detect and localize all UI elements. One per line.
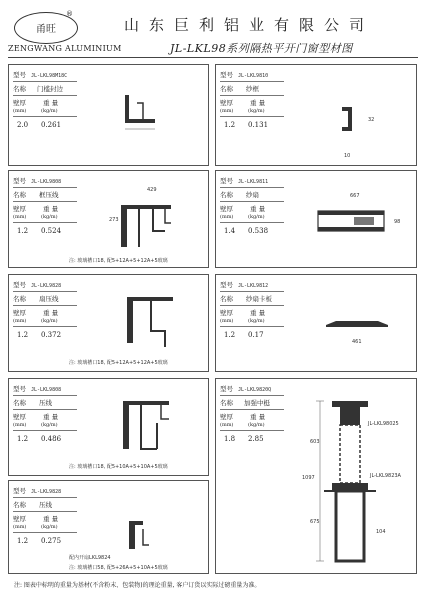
model-value: JL-LKL98M18C xyxy=(31,73,68,79)
weight-value: 0.261 xyxy=(41,121,62,129)
profile-panel-7 xyxy=(8,378,209,476)
profile-drawing xyxy=(119,515,159,555)
name-value: 门槛封边 xyxy=(37,85,63,93)
weight-unit: (kg/m) xyxy=(41,422,58,428)
model-label: 型号 xyxy=(220,71,233,79)
thickness-value: 1.2 xyxy=(17,331,29,339)
profile-note: 注: 玻璃槽口18, 配5+12A+5+12A+5玻璃 xyxy=(69,360,168,366)
model-value: JL-LKL9808 xyxy=(31,179,62,185)
model-value: JL-LKL9811 xyxy=(238,179,269,185)
divider xyxy=(13,326,77,327)
thickness-unit: (mm) xyxy=(13,214,27,220)
divider xyxy=(13,430,77,431)
name-label: 名称 xyxy=(13,191,26,199)
model-value: JL-LKL9812 xyxy=(238,283,269,289)
callout-upper: JL-LKL98025 xyxy=(368,421,399,427)
footer-note: 注: 图表中标明的重量为基材(不含粉末、包装物)的理论重量, 客户订货以实际过磅重量为准。 xyxy=(14,582,261,589)
weight-unit: (kg/m) xyxy=(248,108,265,114)
weight-value: 0.17 xyxy=(248,331,264,339)
weight-value: 0.486 xyxy=(41,435,62,443)
name-value: 扇压线 xyxy=(39,295,59,303)
divider xyxy=(13,81,77,82)
divider xyxy=(220,291,284,292)
name-value: 压线 xyxy=(39,501,52,509)
dim-height: 32 xyxy=(368,117,375,123)
callout-lower: JL-LKL9823A xyxy=(370,473,401,479)
divider xyxy=(220,395,284,396)
model-label: 型号 xyxy=(13,71,26,79)
dim-height: 98 xyxy=(394,219,401,225)
divider xyxy=(220,222,284,223)
weight-label: 重 量 xyxy=(250,205,266,213)
dim-width: 10 xyxy=(344,153,351,159)
thickness-value: 1.8 xyxy=(224,435,236,443)
thickness-unit: (mm) xyxy=(13,108,27,114)
model-label: 型号 xyxy=(13,177,26,185)
model-label: 型号 xyxy=(220,385,233,393)
profile-panel-2 xyxy=(215,64,417,166)
thickness-value: 2.0 xyxy=(17,121,29,129)
divider xyxy=(220,81,284,82)
weight-label: 重 量 xyxy=(250,99,266,107)
dim-lower: 675 xyxy=(310,519,320,525)
divider xyxy=(220,95,284,96)
profile-panel-4 xyxy=(215,170,417,268)
registered-mark: ® xyxy=(66,10,73,18)
name-label: 名称 xyxy=(220,399,233,407)
divider xyxy=(13,395,77,396)
dim-width: 667 xyxy=(350,193,360,199)
thickness-label: 壁厚 xyxy=(220,413,233,421)
profile-panel-5 xyxy=(8,274,209,372)
brand-name: ZENGWANG ALUMINIUM xyxy=(8,44,122,53)
divider xyxy=(13,305,77,306)
thickness-value: 1.2 xyxy=(224,331,236,339)
weight-value: 0.275 xyxy=(41,537,62,545)
dim-overall: 1097 xyxy=(302,475,315,481)
model-label: 型号 xyxy=(13,281,26,289)
header-divider xyxy=(8,57,418,58)
weight-label: 重 量 xyxy=(43,515,59,523)
divider xyxy=(13,201,77,202)
thickness-label: 壁厚 xyxy=(220,205,233,213)
model-label: 型号 xyxy=(13,487,26,495)
dim-width: 104 xyxy=(376,529,386,535)
weight-label: 重 量 xyxy=(43,413,59,421)
divider xyxy=(13,187,77,188)
weight-value: 0.372 xyxy=(41,331,62,339)
thickness-value: 1.2 xyxy=(224,121,236,129)
name-value: 加强中梃 xyxy=(244,399,270,407)
thickness-value: 1.2 xyxy=(17,435,29,443)
weight-unit: (kg/m) xyxy=(41,524,58,530)
weight-value: 0.538 xyxy=(248,227,269,235)
profile-panel-1 xyxy=(8,64,209,166)
profile-panel-6 xyxy=(215,274,417,372)
divider xyxy=(220,326,284,327)
thickness-unit: (mm) xyxy=(13,318,27,324)
name-value: 框压线 xyxy=(39,191,59,199)
model-value: JL-LKL9828 xyxy=(31,283,62,289)
thickness-unit: (mm) xyxy=(220,108,234,114)
model-value: JL-LKL9810 xyxy=(238,73,269,79)
divider xyxy=(13,291,77,292)
profile-drawing xyxy=(121,291,181,351)
divider xyxy=(220,187,284,188)
divider xyxy=(220,409,284,410)
profile-panel-3 xyxy=(8,170,209,268)
weight-unit: (kg/m) xyxy=(41,214,58,220)
thickness-unit: (mm) xyxy=(13,422,27,428)
profile-panel-9 xyxy=(8,480,209,574)
thickness-unit: (mm) xyxy=(220,214,234,220)
model-label: 型号 xyxy=(220,177,233,185)
model-value: JL-LKL9820Q xyxy=(238,387,272,393)
dim-upper: 603 xyxy=(310,439,320,445)
thickness-label: 壁厚 xyxy=(220,99,233,107)
weight-unit: (kg/m) xyxy=(248,422,265,428)
thickness-label: 壁厚 xyxy=(13,99,26,107)
weight-label: 重 量 xyxy=(250,413,266,421)
name-label: 名称 xyxy=(220,191,233,199)
thickness-label: 壁厚 xyxy=(13,205,26,213)
divider xyxy=(13,532,77,533)
weight-value: 0.524 xyxy=(41,227,62,235)
series-title: JL-LKL98系列隔热平开门窗型材图 xyxy=(170,42,353,55)
name-value: 压线 xyxy=(39,399,52,407)
name-label: 名称 xyxy=(13,85,26,93)
divider xyxy=(220,201,284,202)
weight-label: 重 量 xyxy=(43,309,59,317)
weight-label: 重 量 xyxy=(43,99,59,107)
divider xyxy=(13,497,77,498)
thickness-label: 壁厚 xyxy=(13,413,26,421)
name-label: 名称 xyxy=(13,501,26,509)
name-value: 纱扇 xyxy=(246,191,259,199)
divider xyxy=(220,430,284,431)
thickness-label: 壁厚 xyxy=(13,515,26,523)
profile-drawing xyxy=(314,203,394,239)
thickness-value: 1.4 xyxy=(224,227,236,235)
model-label: 型号 xyxy=(13,385,26,393)
profile-drawing xyxy=(119,93,159,133)
thickness-unit: (mm) xyxy=(13,524,27,530)
divider xyxy=(13,95,77,96)
divider xyxy=(220,116,284,117)
name-label: 名称 xyxy=(220,85,233,93)
divider xyxy=(13,116,77,117)
weight-label: 重 量 xyxy=(43,205,59,213)
weight-value: 2.85 xyxy=(248,435,264,443)
company-name: 山东巨利铝业有限公司 xyxy=(124,16,375,34)
profile-drawing xyxy=(113,191,183,251)
profile-note: 配内开扇LKL9824 注: 玻璃槽口58, 配5+26A+5+10A+5玻璃 xyxy=(69,555,168,571)
profile-drawing xyxy=(117,393,177,457)
name-label: 名称 xyxy=(220,295,233,303)
thickness-value: 1.2 xyxy=(17,227,29,235)
dim-width: 461 xyxy=(352,339,362,345)
weight-unit: (kg/m) xyxy=(248,214,265,220)
divider xyxy=(220,305,284,306)
model-label: 型号 xyxy=(220,281,233,289)
profile-panel-8 xyxy=(215,378,417,574)
model-value: JL-LKL9808 xyxy=(31,387,62,393)
thickness-unit: (mm) xyxy=(220,422,234,428)
model-value: JL-LKL9828 xyxy=(31,489,62,495)
divider xyxy=(13,222,77,223)
profile-drawing xyxy=(328,103,368,139)
weight-value: 0.131 xyxy=(248,121,269,129)
thickness-label: 壁厚 xyxy=(220,309,233,317)
thickness-label: 壁厚 xyxy=(13,309,26,317)
name-label: 名称 xyxy=(13,295,26,303)
divider xyxy=(13,409,77,410)
profile-note: 注: 玻璃槽口18, 配5+12A+5+12A+5玻璃 xyxy=(69,258,168,264)
thickness-value: 1.2 xyxy=(17,537,29,545)
name-value: 纱扇卡板 xyxy=(246,295,272,303)
name-label: 名称 xyxy=(13,399,26,407)
thickness-unit: (mm) xyxy=(220,318,234,324)
profile-drawing xyxy=(322,311,392,335)
weight-unit: (kg/m) xyxy=(248,318,265,324)
weight-label: 重 量 xyxy=(250,309,266,317)
profile-note: 注: 玻璃槽口18, 配5+10A+5+10A+5玻璃 xyxy=(69,464,168,470)
weight-unit: (kg/m) xyxy=(41,108,58,114)
name-value: 纱框 xyxy=(246,85,259,93)
logo-text: 甬旺 xyxy=(36,24,56,35)
divider xyxy=(13,511,77,512)
dim-height: 273 xyxy=(109,217,119,223)
dim-width: 429 xyxy=(147,187,157,193)
weight-unit: (kg/m) xyxy=(41,318,58,324)
